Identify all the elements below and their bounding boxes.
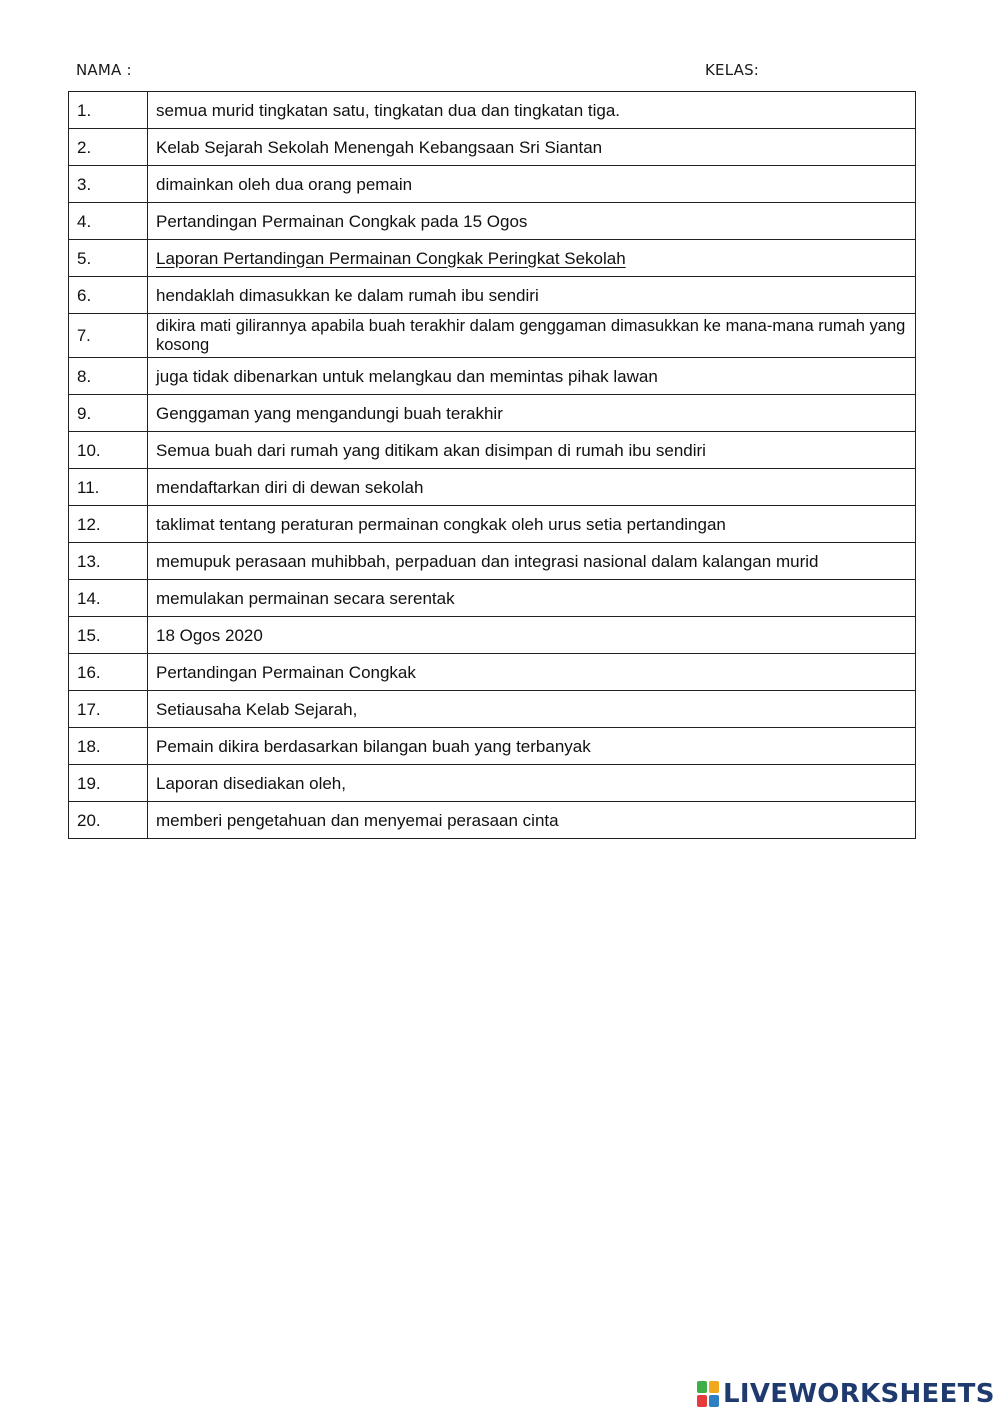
row-number: 19. [69, 765, 148, 802]
table-row [69, 506, 916, 543]
table-row [69, 277, 916, 314]
row-text[interactable]: taklimat tentang peraturan permainan congkak oleh urus setia pertandingan [148, 506, 916, 543]
table-row [69, 166, 916, 203]
table-row [69, 654, 916, 691]
liveworksheets-logo-icon [697, 1381, 719, 1407]
table-row [69, 580, 916, 617]
row-number: 5. [69, 240, 148, 277]
row-number: 2. [69, 129, 148, 166]
table-row [69, 358, 916, 395]
table-row [69, 543, 916, 580]
row-text[interactable]: Semua buah dari rumah yang ditikam akan disimpan di rumah ibu sendiri [148, 432, 916, 469]
row-text[interactable]: dikira mati gilirannya apabila buah terakhir dalam genggaman dimasukkan ke mana-mana rumah yang kosong [148, 314, 916, 358]
table-row [69, 765, 916, 802]
liveworksheets-logo[interactable] [697, 1377, 995, 1411]
row-number: 20. [69, 802, 148, 839]
row-text[interactable]: memupuk perasaan muhibbah, perpaduan dan integrasi nasional dalam kalangan murid [148, 543, 916, 580]
row-text[interactable]: 18 Ogos 2020 [148, 617, 916, 654]
table-row [69, 469, 916, 506]
row-number: 17. [69, 691, 148, 728]
table-row [69, 203, 916, 240]
row-number: 13. [69, 543, 148, 580]
row-text[interactable]: Genggaman yang mengandungi buah terakhir [148, 395, 916, 432]
name-label: NAMA : [76, 61, 132, 79]
row-number: 18. [69, 728, 148, 765]
row-number: 4. [69, 203, 148, 240]
row-text[interactable]: Pemain dikira berdasarkan bilangan buah yang terbanyak [148, 728, 916, 765]
row-number: 15. [69, 617, 148, 654]
row-number: 9. [69, 395, 148, 432]
row-number: 8. [69, 358, 148, 395]
row-text[interactable]: dimainkan oleh dua orang pemain [148, 166, 916, 203]
logo-text: LIVEWORKSHEETS [723, 1379, 995, 1409]
row-number: 6. [69, 277, 148, 314]
table-row [69, 129, 916, 166]
row-number: 12. [69, 506, 148, 543]
table-row [69, 728, 916, 765]
logo-square [697, 1395, 707, 1407]
row-number: 14. [69, 580, 148, 617]
row-text[interactable]: Kelab Sejarah Sekolah Menengah Kebangsaan Sri Siantan [148, 129, 916, 166]
table-row [69, 691, 916, 728]
logo-square [709, 1395, 719, 1407]
row-text[interactable] [148, 240, 916, 277]
table-row [69, 432, 916, 469]
answers-table [68, 91, 916, 839]
row-text[interactable]: Pertandingan Permainan Congkak pada 15 Ogos [148, 203, 916, 240]
logo-square [697, 1381, 707, 1393]
row-text[interactable]: mendaftarkan diri di dewan sekolah [148, 469, 916, 506]
row-number: 11. [69, 469, 148, 506]
row-text[interactable]: juga tidak dibenarkan untuk melangkau dan memintas pihak lawan [148, 358, 916, 395]
table-row [69, 314, 916, 358]
underlined-title: Laporan Pertandingan Permainan Congkak Peringkat Sekolah [156, 248, 626, 268]
row-text[interactable]: memberi pengetahuan dan menyemai perasaan cinta [148, 802, 916, 839]
row-number: 7. [69, 314, 148, 358]
table-row [69, 802, 916, 839]
table-row [69, 395, 916, 432]
row-number: 1. [69, 92, 148, 129]
row-text[interactable]: Setiausaha Kelab Sejarah, [148, 691, 916, 728]
row-number: 10. [69, 432, 148, 469]
row-text[interactable]: hendaklah dimasukkan ke dalam rumah ibu sendiri [148, 277, 916, 314]
row-text[interactable]: Pertandingan Permainan Congkak [148, 654, 916, 691]
row-number: 3. [69, 166, 148, 203]
row-text[interactable]: memulakan permainan secara serentak [148, 580, 916, 617]
logo-square [709, 1381, 719, 1393]
row-text[interactable]: Laporan disediakan oleh, [148, 765, 916, 802]
row-text[interactable]: semua murid tingkatan satu, tingkatan dua dan tingkatan tiga. [148, 92, 916, 129]
table-row [69, 92, 916, 129]
class-label: KELAS: [705, 61, 760, 79]
table-row [69, 240, 916, 277]
table-row [69, 617, 916, 654]
row-number: 16. [69, 654, 148, 691]
